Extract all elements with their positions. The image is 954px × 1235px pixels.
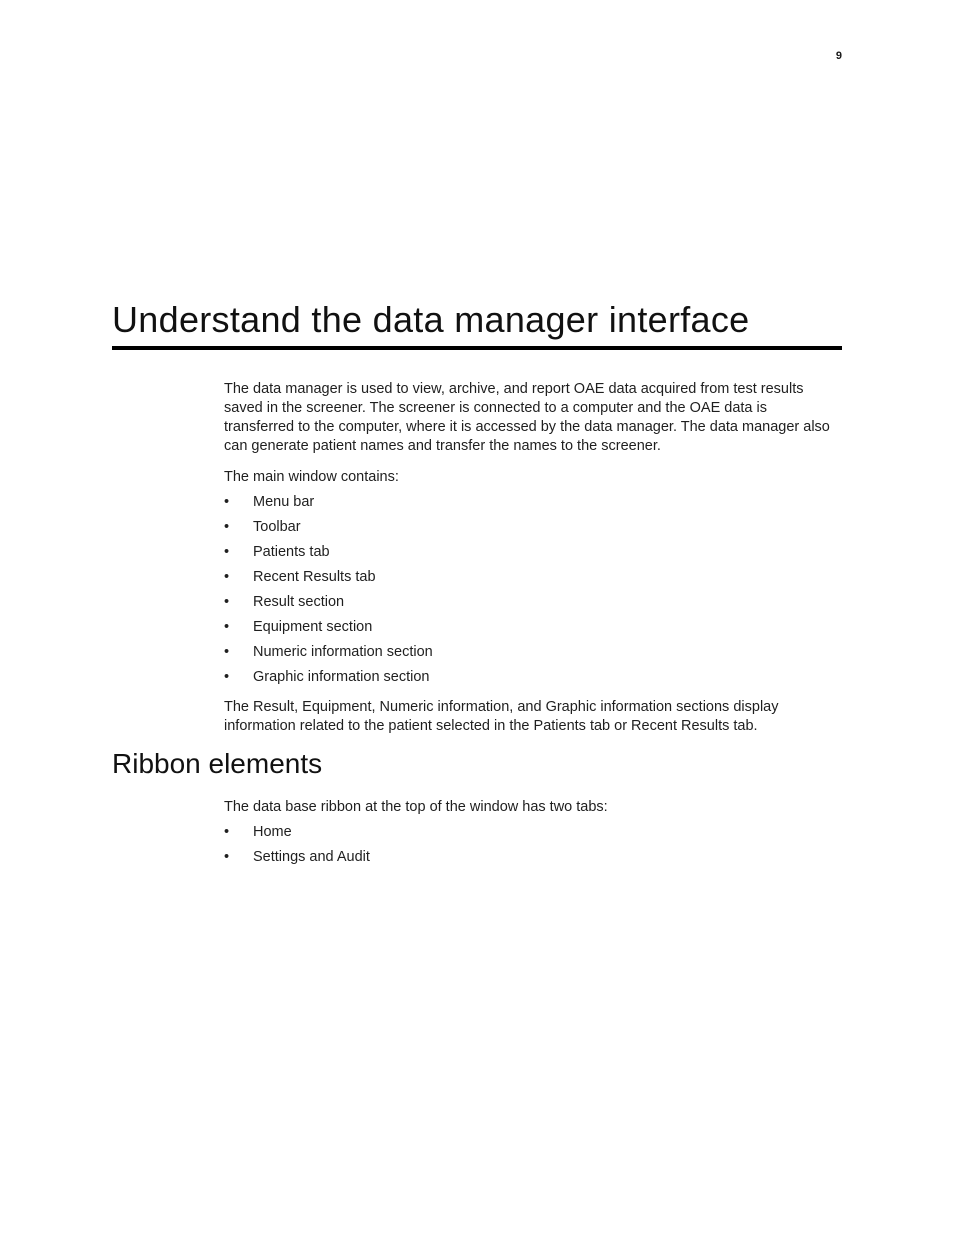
list-item bbox=[224, 668, 836, 693]
chapter-title: Understand the data manager interface bbox=[112, 299, 750, 340]
bullet-glyph: • bbox=[224, 849, 230, 865]
list-item-text: Patients tab bbox=[253, 544, 330, 560]
ribbon-lead: The data base ribbon at the top of the window has two tabs: bbox=[224, 799, 608, 815]
page-number: 9 bbox=[835, 50, 842, 62]
list-item bbox=[224, 618, 836, 643]
bullet-glyph: • bbox=[224, 519, 230, 535]
bullet-glyph: • bbox=[224, 644, 230, 660]
ribbon-tabs-list bbox=[224, 823, 836, 873]
main-window-lead: The main window contains: bbox=[224, 469, 399, 485]
list-item bbox=[224, 848, 836, 873]
bullet-glyph: • bbox=[224, 619, 230, 635]
intro-section bbox=[224, 380, 836, 467]
title-rule bbox=[112, 346, 842, 350]
list-item-text: Toolbar bbox=[253, 519, 301, 535]
bullet-glyph: • bbox=[224, 669, 230, 685]
list-item-text: Graphic information section bbox=[253, 669, 430, 685]
list-item-text: Numeric information section bbox=[253, 644, 433, 660]
list-item bbox=[224, 643, 836, 668]
bullet-glyph: • bbox=[224, 494, 230, 510]
list-item-text: Equipment section bbox=[253, 619, 373, 635]
list-item-text: Result section bbox=[253, 594, 345, 610]
list-item bbox=[224, 543, 836, 568]
list-item bbox=[224, 568, 836, 593]
bullet-glyph: • bbox=[224, 594, 230, 610]
list-item-text: Recent Results tab bbox=[253, 569, 376, 585]
sections-note-paragraph: The Result, Equipment, Numeric information, and Graphic information sections display information related to the patient selected in the Patients tab or Recent Results tab. bbox=[224, 699, 779, 734]
intro-paragraph: The data manager is used to view, archive, and report OAE data acquired from test results saved in the screener. The screener is connected to a computer and the OAE data is transferred to the computer, where it is accessed by the data manager. The data manager also can generate patient names and transfer the names to the screener. bbox=[224, 381, 830, 454]
list-item bbox=[224, 493, 836, 518]
list-item bbox=[224, 593, 836, 618]
list-item bbox=[224, 823, 836, 848]
list-item-text: Home bbox=[253, 824, 292, 840]
sections-note-section bbox=[224, 698, 836, 747]
bullet-glyph: • bbox=[224, 544, 230, 560]
bullet-glyph: • bbox=[224, 569, 230, 585]
list-item-text: Menu bar bbox=[253, 494, 315, 510]
ribbon-heading: Ribbon elements bbox=[112, 748, 323, 779]
list-item bbox=[224, 518, 836, 543]
ribbon-section bbox=[224, 798, 836, 873]
bullet-glyph: • bbox=[224, 824, 230, 840]
main-window-section bbox=[224, 468, 836, 693]
main-window-list bbox=[224, 493, 836, 693]
list-item-text: Settings and Audit bbox=[253, 849, 370, 865]
